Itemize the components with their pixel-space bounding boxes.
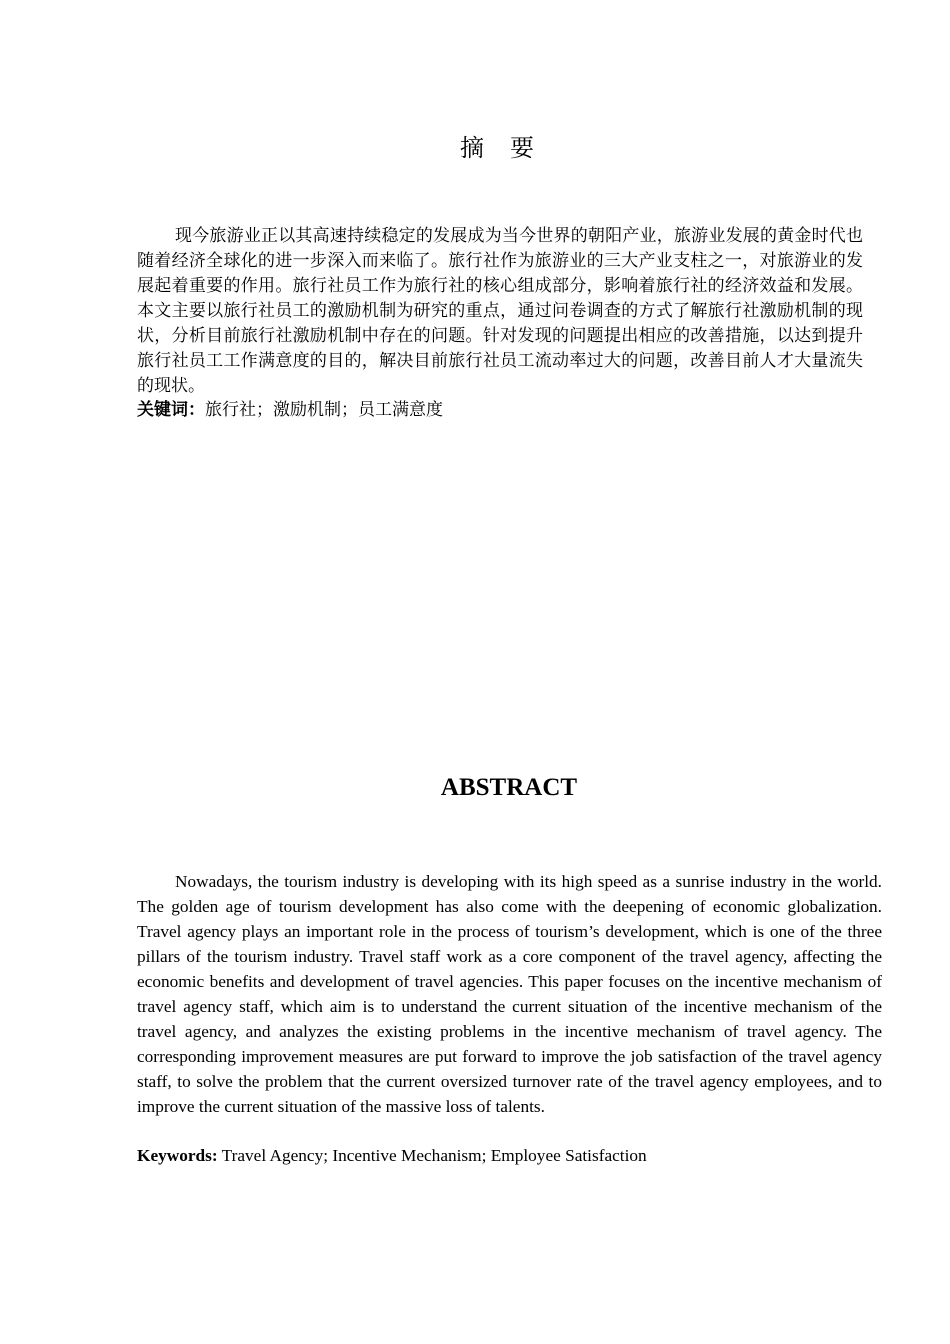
english-keywords-label: Keywords: [137,1146,218,1165]
chinese-keywords-line [137,398,863,423]
chinese-keywords-value: 旅行社；激励机制；员工满意度 [205,400,443,420]
english-keywords-line [137,1143,882,1168]
english-abstract-body: Nowadays, the tourism industry is developing with its high speed as a sunrise industry in the world. The golden age of tourism development has also come with the deepening of economic globalization. Travel agency plays an important role in the process of tourism’s development, which is one of the three pillars of the tourism industry. Travel staff work as a core component of the travel agency, affecting the economic benefits and development of travel agencies. This paper focuses on the incentive mechanism of travel agency staff, which aim is to understand the current situation of the incentive mechanism of the travel agency, and analyzes the existing problems in the incentive mechanism of travel agency. The corresponding improvement measures are put forward to improve the job satisfaction of the travel agency staff, to solve the problem that the current oversized turnover rate of the travel agency employees, and to improve the current situation of the massive loss of talents. [137,872,882,1116]
chinese-abstract-body: 现今旅游业正以其高速持续稳定的发展成为当今世界的朝阳产业，旅游业发展的黄金时代也随着经济全球化的进一步深入而来临了。旅行社作为旅游业的三大产业支柱之一，对旅游业的发展起着重要的作用。旅行社员工作为旅行社的核心组成部分，影响着旅行社的经济效益和发展。本文主要以旅行社员工的激励机制为研究的重点，通过问卷调查的方式了解旅行社激励机制的现状，分析目前旅行社激励机制中存在的问题。针对发现的问题提出相应的改善措施，以达到提升旅行社员工工作满意度的目的，解决目前旅行社员工流动率过大的问题，改善目前人才大量流失的现状。 [137,226,863,396]
english-abstract-title: ABSTRACT [440,774,578,801]
chinese-abstract-title: 摘要 [460,134,560,162]
english-keywords-value: Travel Agency; Incentive Mechanism; Employee Satisfaction [217,1146,647,1165]
chinese-keywords-label: 关键词： [137,400,205,420]
